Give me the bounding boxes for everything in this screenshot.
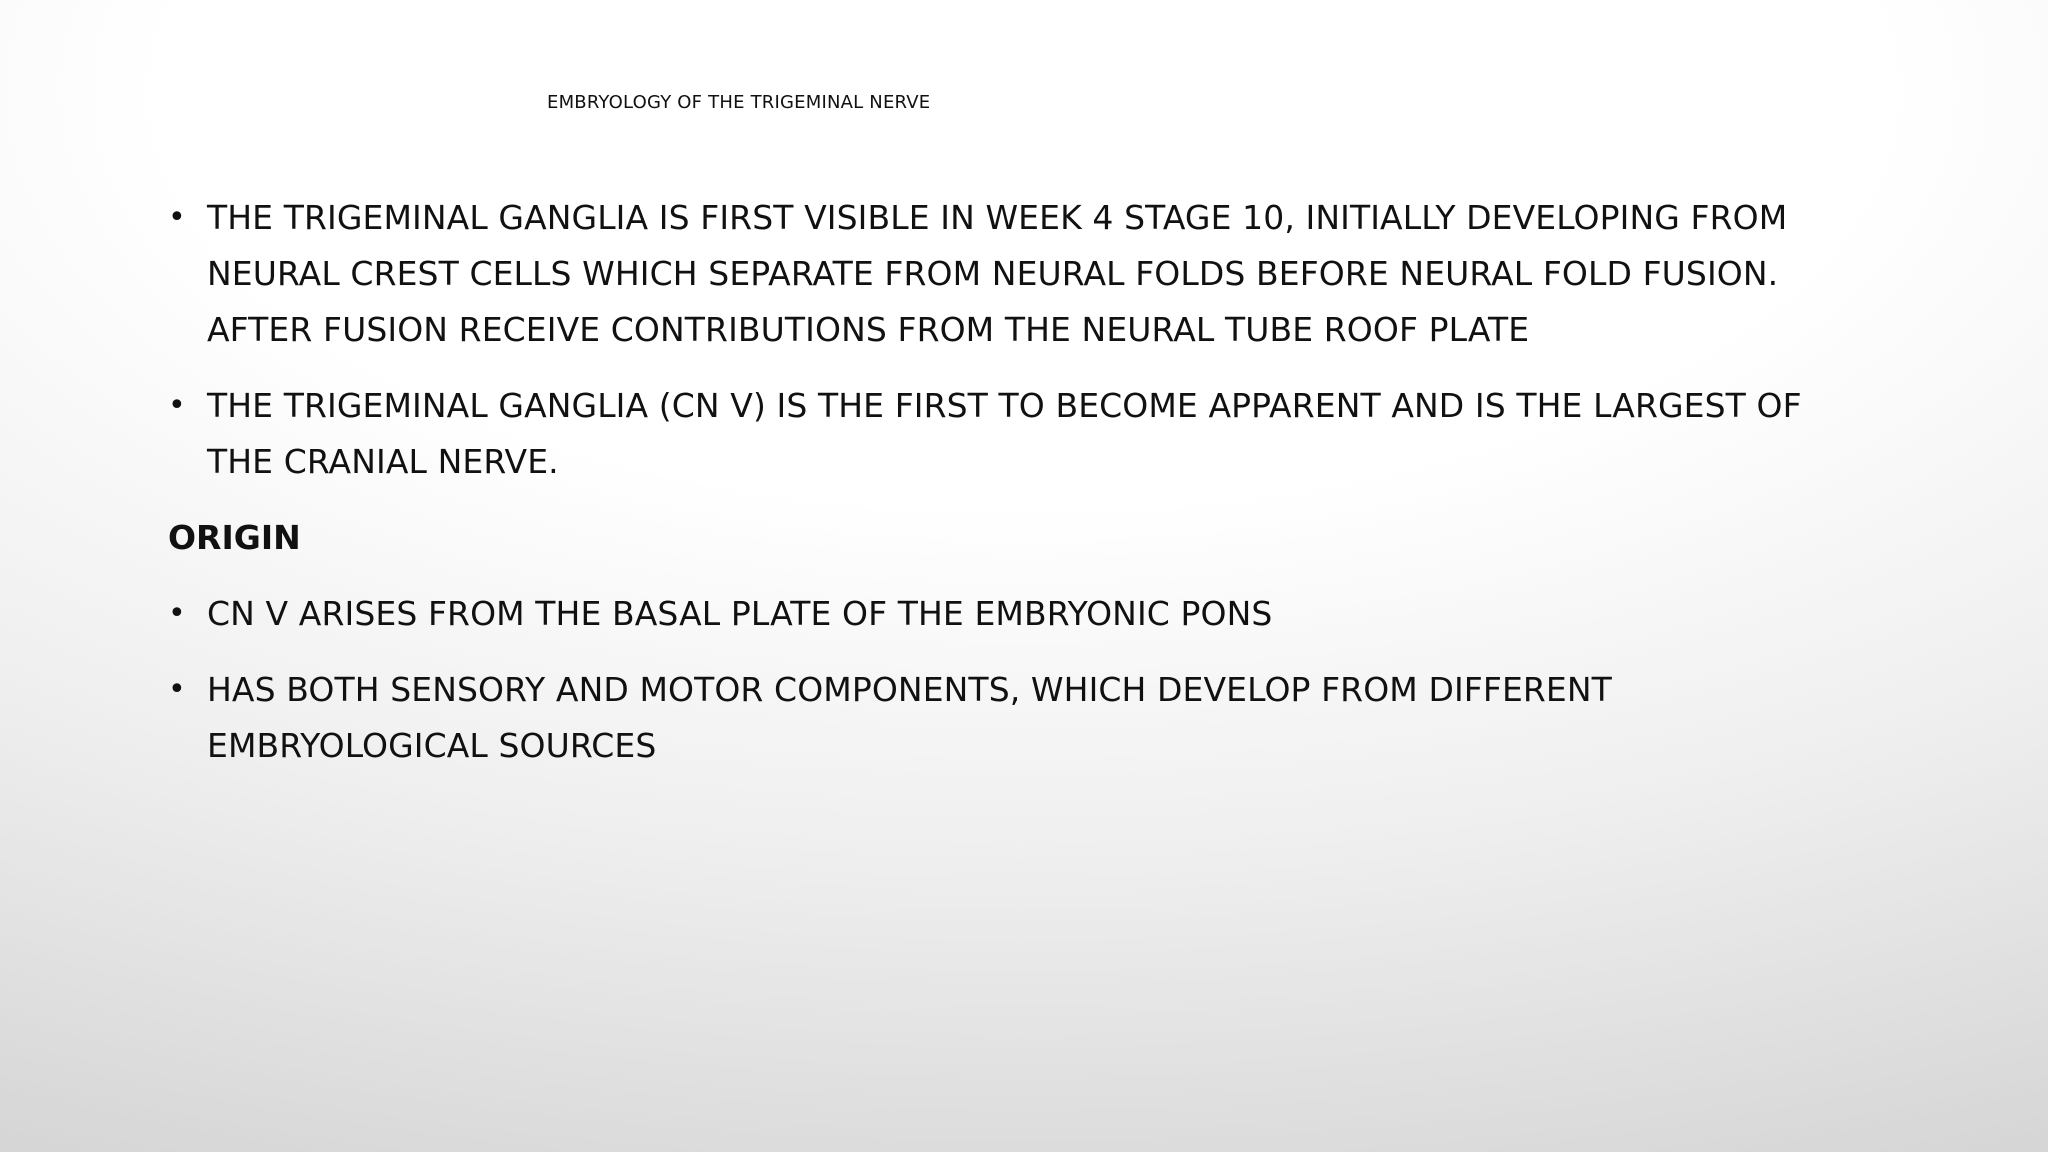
bullet-text: CN V ARISES FROM THE BASAL PLATE OF THE EMBRYONIC PONS [207,594,1273,633]
bullet-item [168,586,1858,642]
bullet-text: THE TRIGEMINAL GANGLIA IS FIRST VISIBLE IN WEEK 4 STAGE 10, INITIALLY DEVELOPING FROM NEURAL CREST CELLS WHICH SEPARATE FROM NEURAL FOLDS BEFORE NEURAL FOLD FUSION. AFTER FUSION RECEIVE CONTRIBUTIONS FROM THE NEURAL TUBE ROOF PLATE [207,198,1788,349]
bullet-item [168,190,1858,358]
section-heading: ORIGIN [168,518,301,557]
bullet-text: HAS BOTH SENSORY AND MOTOR COMPONENTS, WHICH DEVELOP FROM DIFFERENT EMBRYOLOGICAL SOURCES [207,670,1612,765]
bullet-dot-icon: • [168,596,186,631]
bullet-item [168,378,1858,490]
bullet-dot-icon: • [168,672,186,707]
slide-content [168,190,1858,794]
slide-title: EMBRYOLOGY OF THE TRIGEMINAL NERVE [547,92,931,113]
bullet-item [168,662,1858,774]
bullet-text: THE TRIGEMINAL GANGLIA (CN V) IS THE FIRST TO BECOME APPARENT AND IS THE LARGEST OF THE CRANIAL NERVE. [207,386,1802,481]
bullet-dot-icon: • [168,388,186,423]
bullet-dot-icon: • [168,200,186,235]
